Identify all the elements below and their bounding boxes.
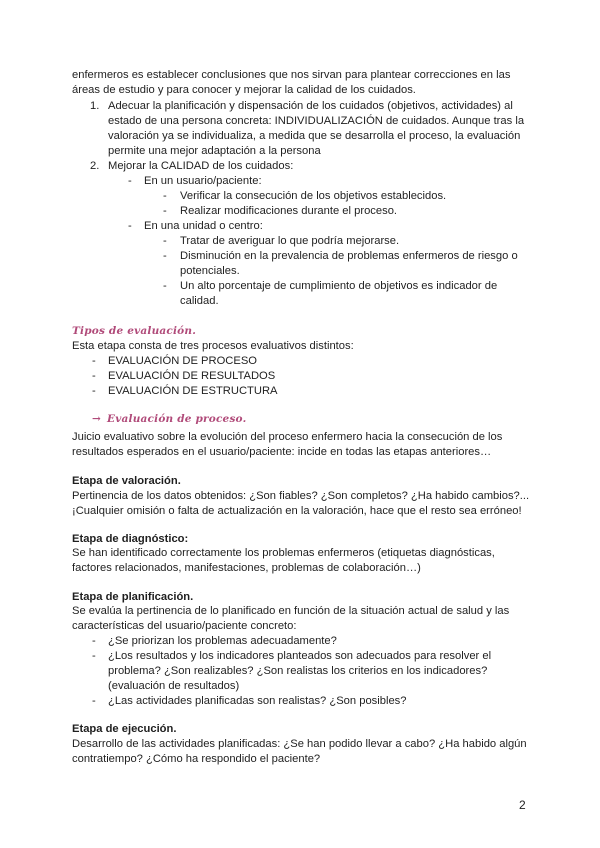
planning-questions-list [72,634,532,709]
list-item-text: ¿Se priorizan los problemas adecuadamente? [108,635,337,647]
list-item [144,249,532,279]
quality-group [108,174,532,219]
stage-text: Pertinencia de los datos obtenidos: ¿Son fiables? ¿Son completos? ¿Ha habido cambios?... ¡Cualquier omisión o falta de actualización en la valoración, hace que el resto sea erróneo! [72,490,530,517]
subsection-title: Evaluación de proceso. [107,413,247,425]
objective-text: Adecuar la planificación y dispensación de los cuidados (objetivos, actividades) al estado de una persona concreta: INDIVIDUALIZACIÓN de cuidados. Aunque tras la valoración ya se individualiza, a medida que se desarrolla el proceso, la evaluación permite una mejor adaptación a la persona [108,100,525,157]
group-items [144,234,532,309]
proceso-paragraph: Juicio evaluativo sobre la evolución del proceso enfermero hacia la consecución de los resultados esperados en el usuario/paciente: incide en todas las etapas anteriores… [72,431,503,458]
dash-bullet: - [163,235,167,247]
stage-text: Se evalúa la pertinencia de lo planificado en función de la situación actual de salud y las características del usuario/paciente concreto: [72,605,510,632]
list-item-text: Disminución en la prevalencia de problemas enfermeros de riesgo o potenciales. [180,250,518,277]
dash-bullet: - [163,190,167,202]
list-item-text: Realizar modificaciones durante el proceso. [180,205,398,217]
list-item [144,204,532,219]
list-item-text: Un alto porcentaje de cumplimiento de objetivos es indicador de calidad. [180,280,498,307]
list-item-text: EVALUACIÓN DE ESTRUCTURA [108,385,278,397]
dash-bullet: - [163,250,167,262]
dash-bullet: - [92,635,96,647]
page-number: 2 [519,798,526,812]
dash-bullet: - [92,650,96,662]
list-item [144,234,532,249]
list-item [144,189,532,204]
subsection-heading [72,412,552,427]
list-item [72,634,532,649]
stage-text: Se han identificado correctamente los problemas enfermeros (etiquetas diagnósticas, factores relacionados, manifestaciones, problemas de colaboración…) [72,547,495,574]
list-item [72,694,532,709]
intro-paragraph: enfermeros es establecer conclusiones que nos sirvan para plantear correcciones en las áreas de estudio y para conocer y mejorar la calidad de los cuidados. [72,69,511,96]
list-item [72,649,532,694]
dash-bullet: - [128,175,132,187]
objective-number: 2. [90,160,100,172]
objective-item [72,159,532,309]
dash-bullet: - [128,220,132,232]
dash-bullet: - [163,280,167,292]
dash-bullet: - [92,355,96,367]
list-item [144,279,532,309]
list-item-text: Tratar de averiguar lo que podría mejorarse. [180,235,400,247]
stage-title: Etapa de planificación. [72,591,194,603]
section-heading: Tipos de evaluación. [72,325,197,337]
objective-item [72,99,532,159]
arrow-right-icon: → [92,413,101,425]
list-item-text: ¿Las actividades planificadas son realistas? ¿Son posibles? [108,695,407,707]
group-items [144,189,532,219]
list-item-text: Verificar la consecución de los objetivos establecidos. [180,190,447,202]
dash-bullet: - [92,385,96,397]
list-item [72,354,532,369]
stage-title: Etapa de ejecución. [72,723,177,735]
stage-text: Desarrollo de las actividades planificadas: ¿Se han podido llevar a cabo? ¿Ha habido algún contratiempo? ¿Cómo ha respondido el paciente? [72,738,527,765]
stage-title: Etapa de valoración. [72,475,181,487]
quality-group [108,219,532,309]
group-label: En un usuario/paciente: [144,175,262,187]
dash-bullet: - [163,205,167,217]
list-item-text: ¿Los resultados y los indicadores planteados son adecuados para resolver el problema? ¿Son realizables? ¿Son realistas los criterios en los indicadores? (evaluación de resultados) [108,650,492,692]
group-label: En una unidad o centro: [144,220,263,232]
objective-text: Mejorar la CALIDAD de los cuidados: [108,160,294,172]
dash-bullet: - [92,370,96,382]
list-item [72,369,532,384]
objectives-list [72,99,532,309]
list-item-text: EVALUACIÓN DE PROCESO [108,355,257,367]
evaluation-types-list [72,354,532,399]
list-item-text: EVALUACIÓN DE RESULTADOS [108,370,276,382]
objective-number: 1. [90,100,100,112]
tipos-intro: Esta etapa consta de tres procesos evaluativos distintos: [72,340,354,352]
dash-bullet: - [92,695,96,707]
quality-groups [108,174,532,309]
list-item [72,384,532,399]
stage-title: Etapa de diagnóstico: [72,533,189,545]
